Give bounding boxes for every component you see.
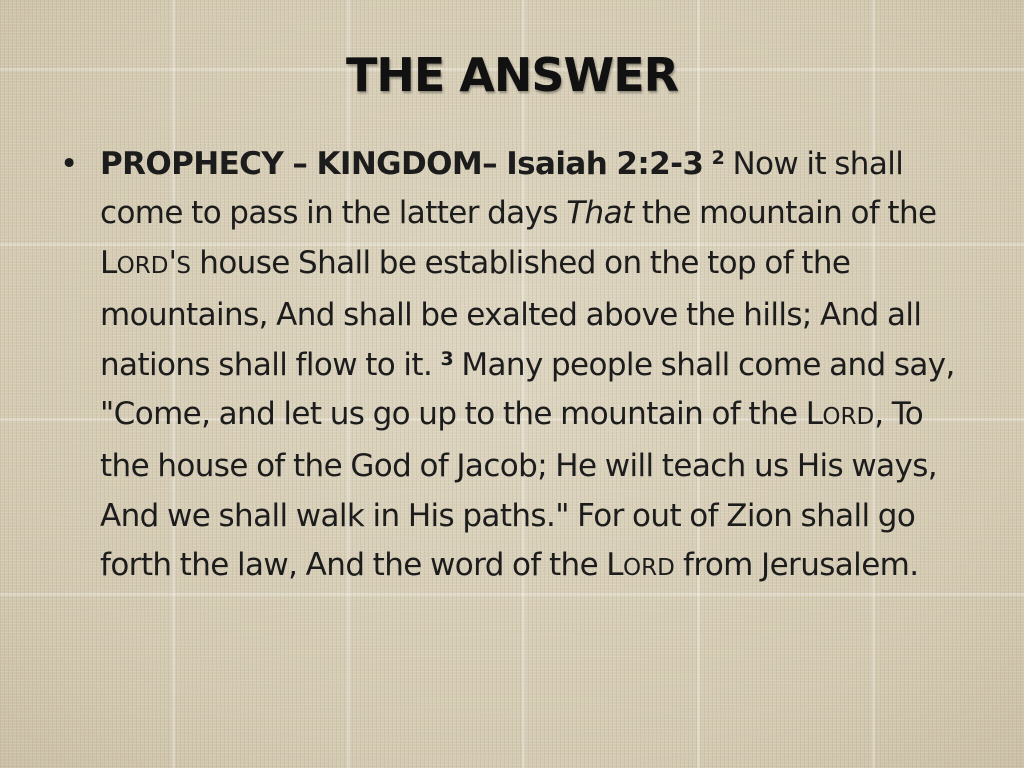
verse-text: Many people shall come and say, "Come, and let us go up to the mountain of the L: [100, 346, 955, 433]
verse-text: Now it shall come to pass in the latter days: [100, 146, 904, 232]
lord-small-caps: ORD: [622, 555, 675, 582]
verse-text: the mountain of the L: [100, 195, 937, 281]
verse-text: from Jerusalem.: [674, 547, 919, 584]
lord-small-caps: ORD: [116, 252, 169, 279]
bullet-heading: PROPHECY – KINGDOM– Isaiah 2:2-3: [100, 146, 704, 182]
verse-number-2: 2: [711, 147, 725, 169]
bullet-marker: •: [60, 146, 78, 182]
verse-number-3: 3: [440, 347, 454, 370]
verse-text: house Shall be established on the top of the mountains, And shall be exalted above the hills; And all nations shall flow to it.: [100, 244, 922, 383]
possessive-small-caps: S: [176, 252, 192, 279]
lord-small-caps: ORD: [822, 404, 875, 431]
bullet-item: [58, 140, 970, 594]
slide-title: THE ANSWER: [345, 48, 679, 102]
verse-text: ': [168, 244, 177, 281]
slide-body: [58, 140, 970, 594]
verse-text: , To the house of the God of Jacob; He will teach us His ways, And we shall walk in His paths." For out of Zion shall go forth the law, And the word of the L: [100, 396, 938, 584]
verse-italic-word: That: [566, 195, 634, 232]
